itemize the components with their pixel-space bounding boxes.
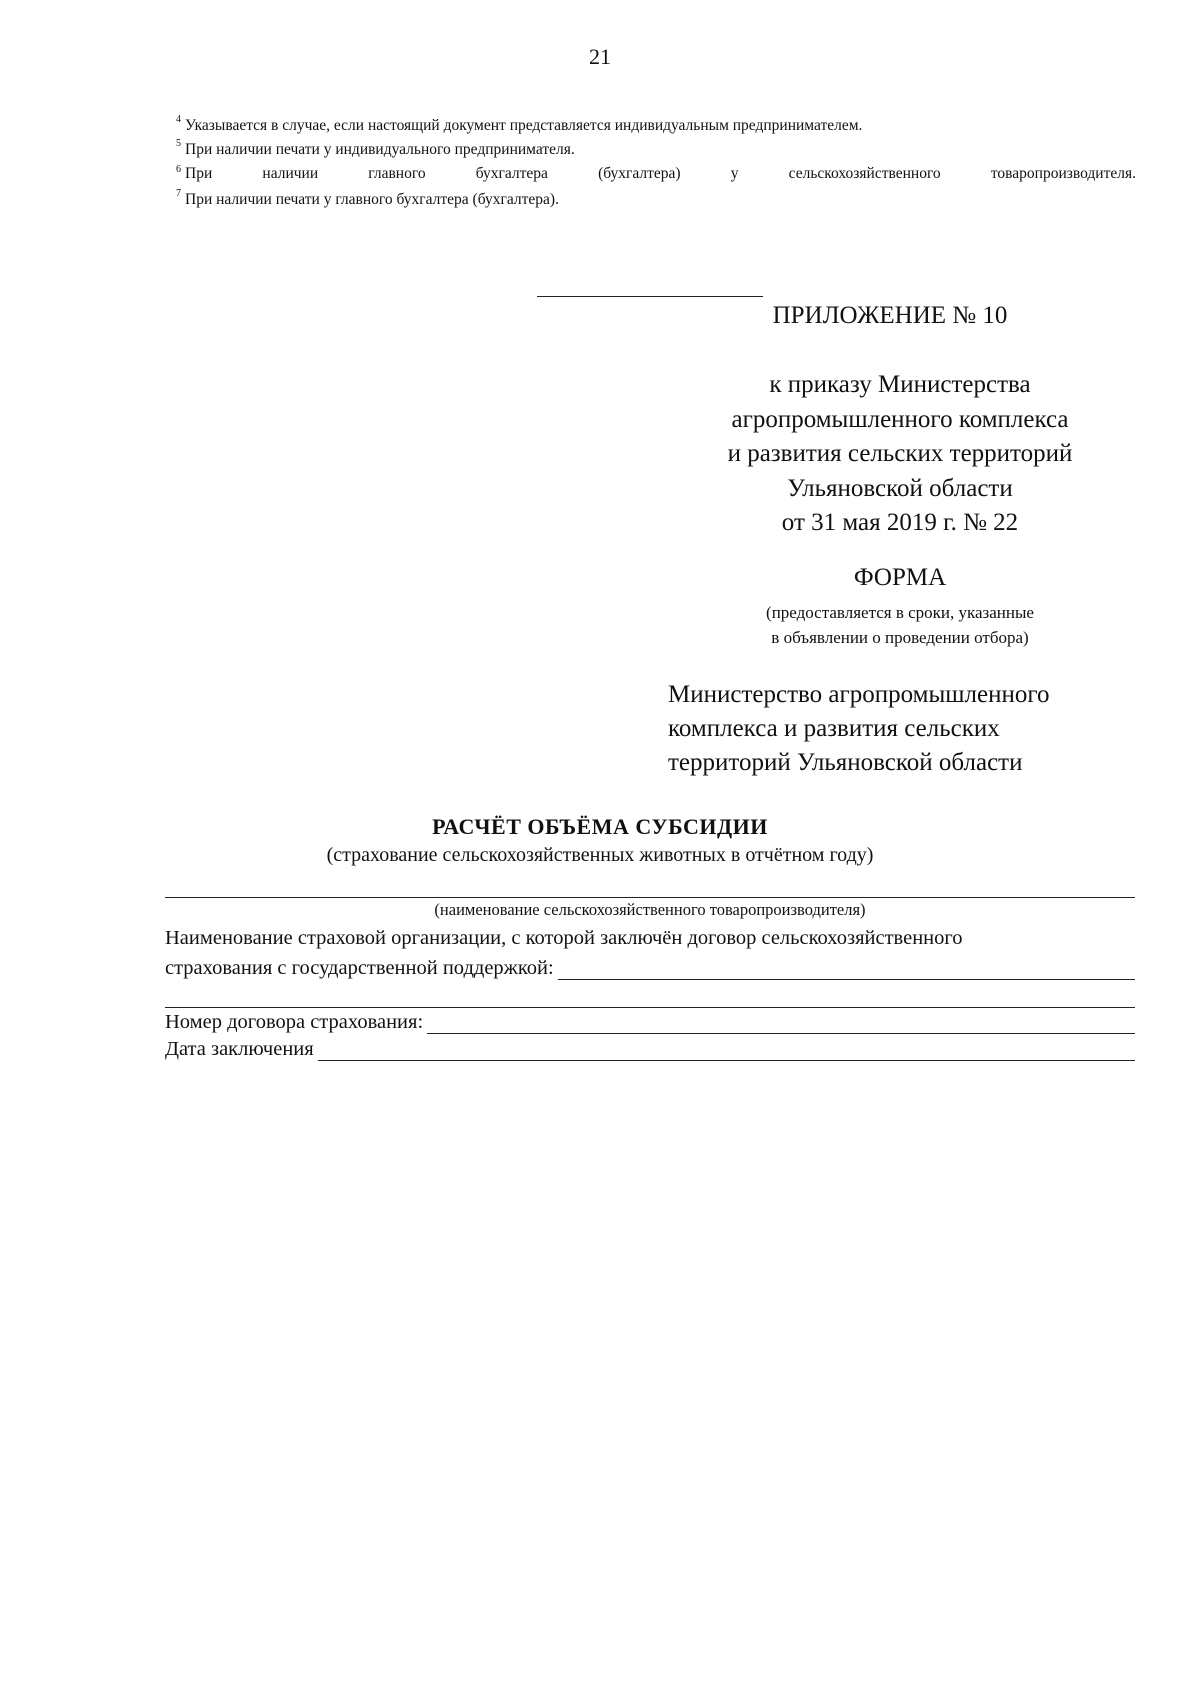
- footnote-number: 4: [176, 114, 181, 125]
- footnote-number: 7: [176, 188, 181, 199]
- form-note-line: в объявлении о проведении отбора): [771, 628, 1029, 647]
- footnote-word: сельскохозяйственного: [788, 165, 941, 182]
- conclusion-date-label: Дата заключения: [165, 1038, 314, 1060]
- footnote-text: При наличии печати у главного бухгалтера (бухгалтера).: [185, 191, 559, 208]
- footnote-word: у: [730, 165, 739, 182]
- ministry-line: территорий Ульяновской области: [668, 749, 1023, 776]
- producer-name-caption: (наименование сельскохозяйственного товаропроизводителя): [434, 900, 866, 919]
- conclusion-date-row: [165, 1038, 1135, 1061]
- order-line: и развития сельских территорий: [727, 440, 1073, 467]
- footnote-6: [176, 162, 1136, 188]
- producer-name-field[interactable]: [165, 897, 1135, 898]
- page-number: 21: [589, 44, 611, 69]
- footnote-4: [176, 114, 1136, 138]
- order-line: Ульяновской области: [787, 474, 1013, 502]
- footnote-number: 5: [176, 138, 181, 149]
- contract-number-label: Номер договора страхования:: [165, 1011, 424, 1033]
- calculation-subtitle: (страхование сельскохозяйственных животных в отчётном году): [326, 844, 874, 866]
- conclusion-date-field[interactable]: [318, 1040, 1135, 1061]
- footnote-number: 6: [176, 164, 181, 175]
- order-line: к приказу Министерства: [769, 371, 1031, 398]
- footnote-text: Указывается в случае, если настоящий документ представляется индивидуальным предпринимателем.: [185, 117, 863, 134]
- insurer-label-line2: страхования с государственной поддержкой:: [165, 957, 554, 979]
- footnote-text: При наличии печати у индивидуального предпринимателя.: [185, 141, 575, 158]
- contract-number-field[interactable]: [427, 1013, 1135, 1034]
- ministry-addressee: [668, 678, 1128, 780]
- order-line: от 31 мая 2019 г. № 22: [781, 509, 1019, 536]
- insurer-label-line1: Наименование страховой организации, с которой заключён договор сельскохозяйственного: [165, 927, 963, 949]
- ministry-line: Министерство агропромышленного: [668, 681, 1050, 708]
- separator-line: [537, 296, 763, 297]
- insurer-name-field-continued[interactable]: [165, 1007, 1135, 1008]
- form-note-line: (предоставляется в сроки, указанные: [766, 603, 1034, 622]
- form-title: ФОРМА: [853, 564, 947, 591]
- footnote-word: главного: [368, 165, 426, 182]
- footnote-word: При: [185, 165, 213, 182]
- footnote-word: (бухгалтера): [598, 165, 681, 182]
- footnote-7: [176, 188, 1136, 212]
- order-line: агропромышленного комплекса: [731, 405, 1069, 433]
- footnote-word: бухгалтера: [475, 165, 548, 182]
- calculation-title: РАСЧЁТ ОБЪЁМА СУБСИДИИ: [432, 814, 768, 839]
- appendix-title: ПРИЛОЖЕНИЕ № 10: [772, 302, 1008, 329]
- contract-number-row: [165, 1011, 1135, 1034]
- insurer-row: [165, 957, 1135, 980]
- footnote-5: [176, 138, 1136, 162]
- footnote-word: товаропроизводителя.: [990, 165, 1136, 182]
- footnotes: [176, 114, 1136, 212]
- insurer-name-field[interactable]: [558, 959, 1135, 980]
- order-reference: [690, 368, 1110, 541]
- footnote-word: наличии: [262, 165, 319, 182]
- form-note: [700, 600, 1100, 650]
- ministry-line: комплекса и развития сельских: [668, 715, 1000, 742]
